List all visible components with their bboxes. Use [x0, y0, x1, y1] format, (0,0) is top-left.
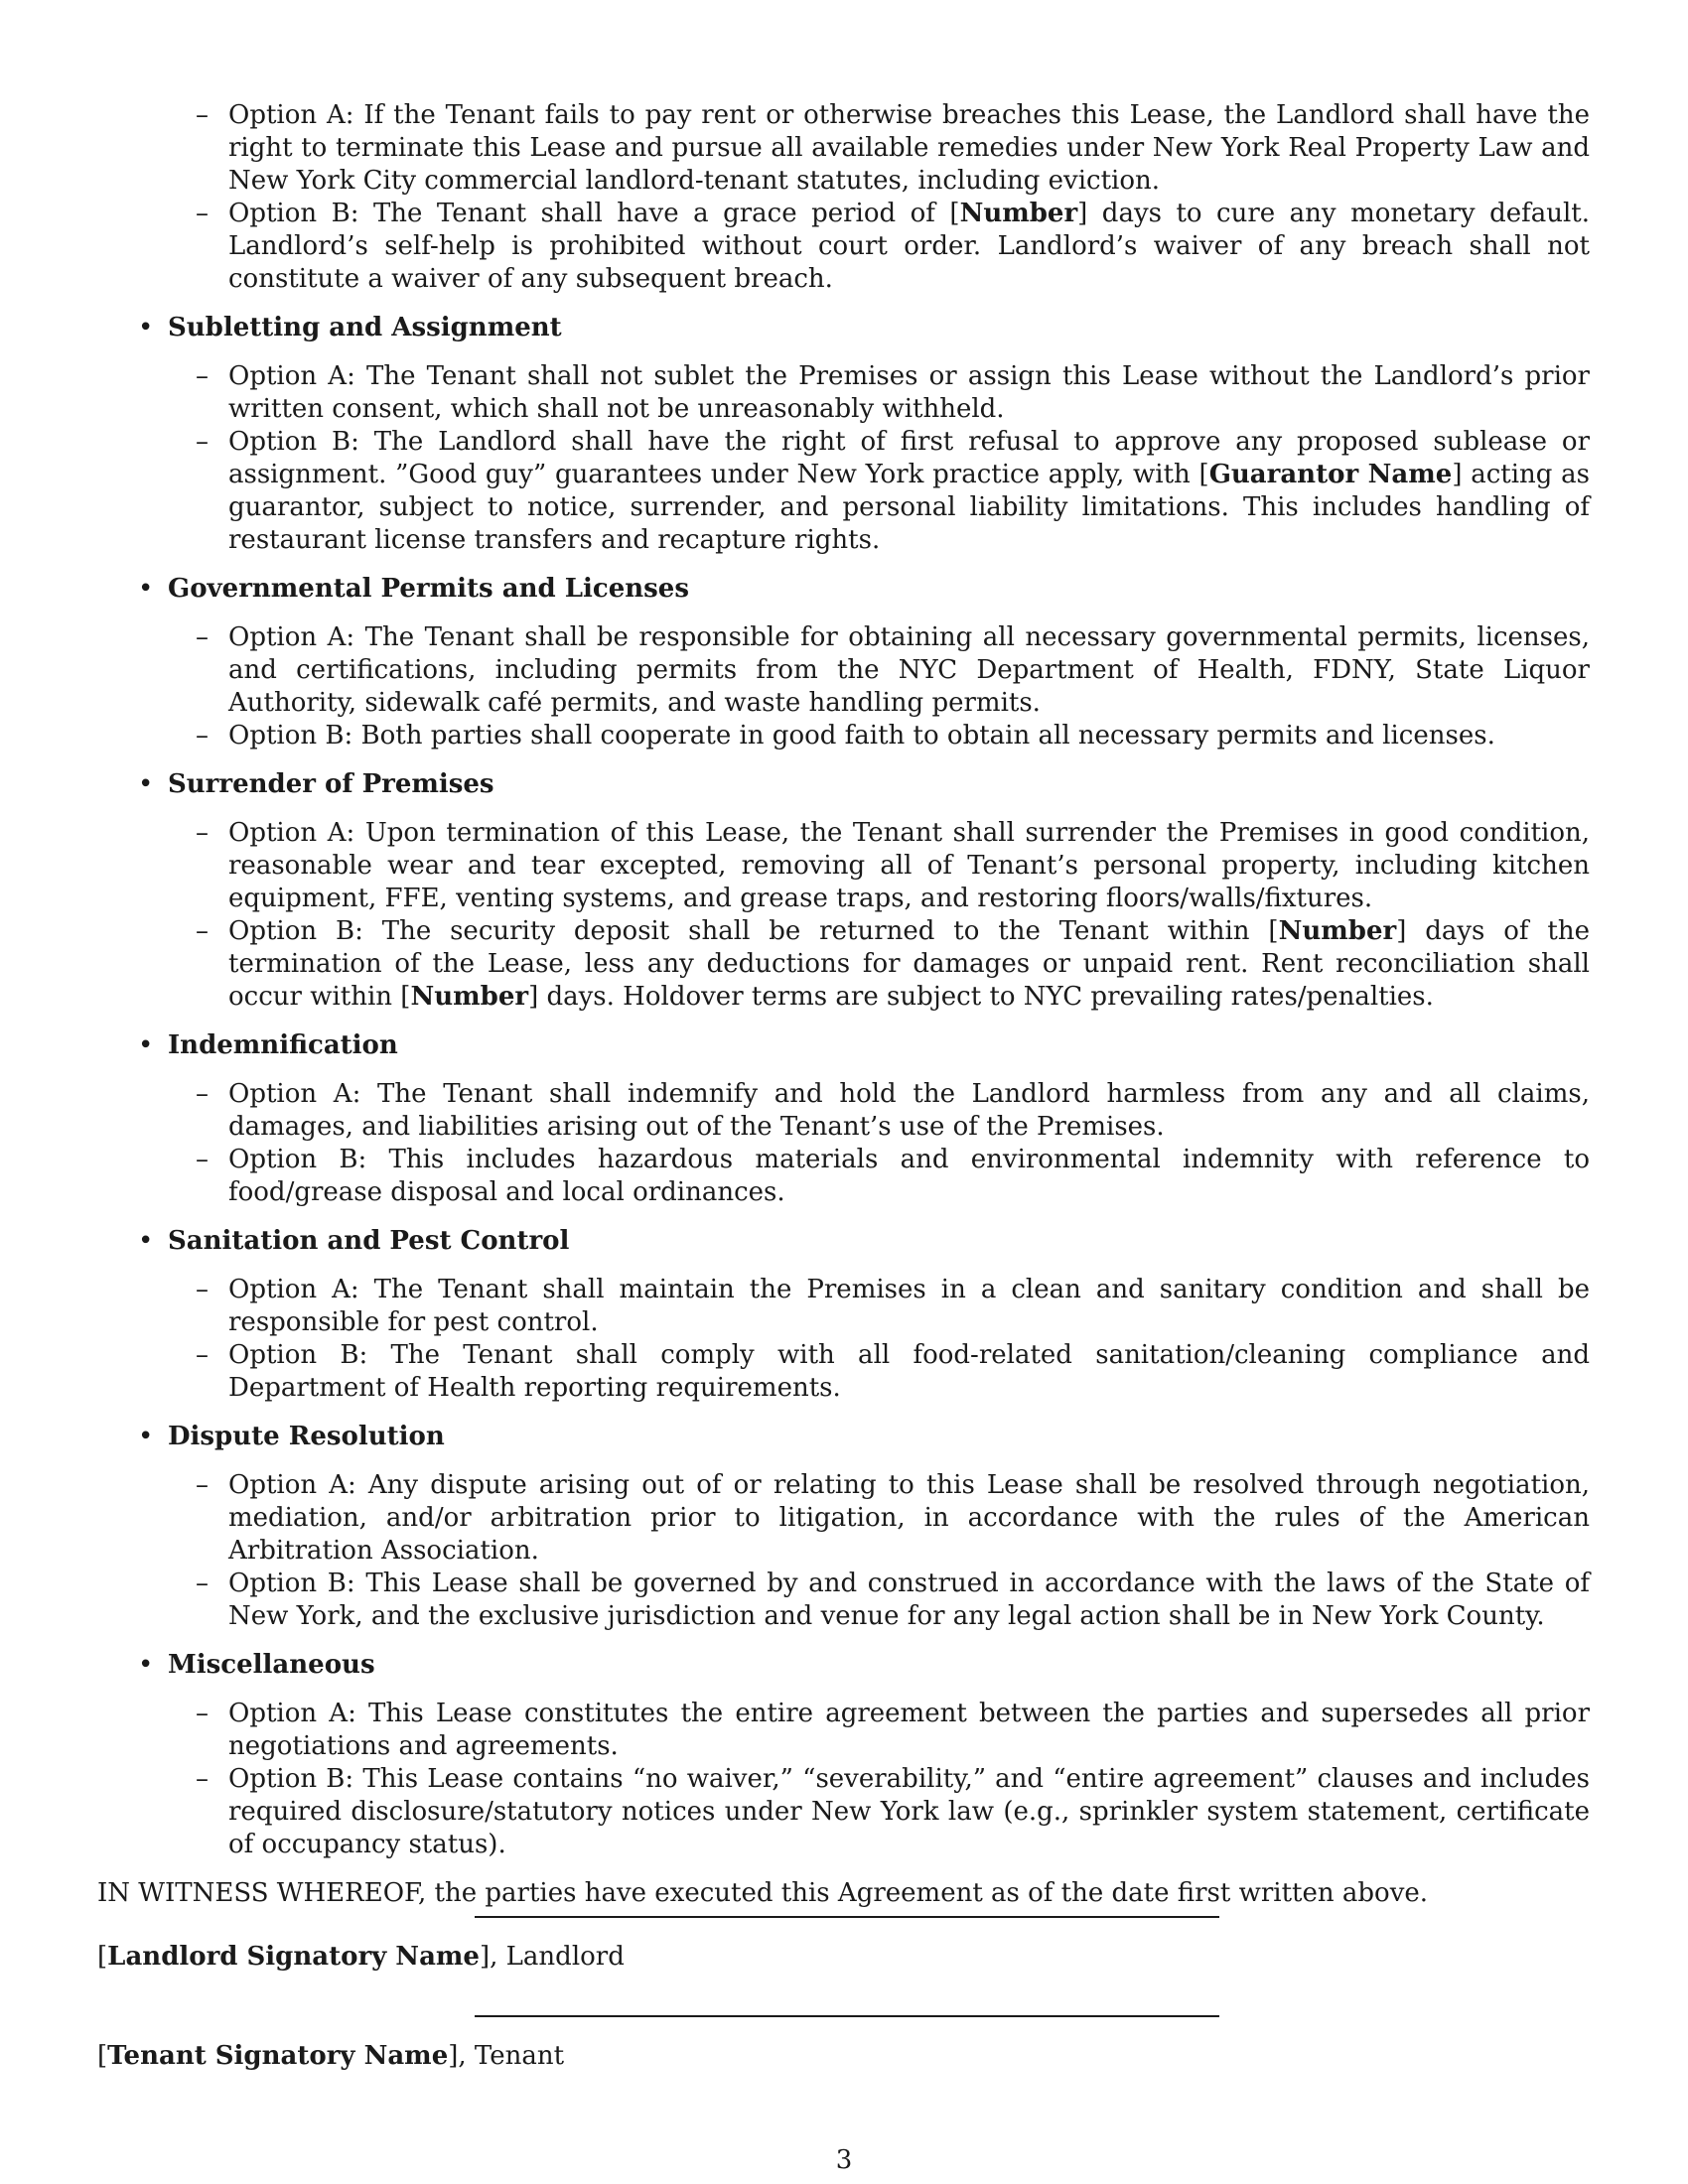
option-text: Option A: This Lease constitutes the entire agreement between the parties and supersedes all prior negotiations and agreements. — [228, 1699, 1590, 1761]
section-title: Subletting and Assignment — [168, 313, 562, 342]
dash-marker: – — [196, 1470, 209, 1500]
dash-marker: – — [196, 1699, 209, 1728]
dash-marker: – — [196, 916, 209, 946]
bullet-marker: • — [138, 769, 154, 799]
lease-section — [97, 1649, 1590, 1861]
dash-marker: – — [196, 1079, 209, 1109]
placeholder-field: Number — [410, 982, 529, 1012]
bullet-marker: • — [138, 1226, 154, 1256]
dash-marker: – — [196, 100, 209, 130]
option-text: Option A: The Tenant shall indemnify and hold the Landlord harmless from any and all claims, damages, and liabilities arising out of the Tenant’s use of the Premises. — [228, 1079, 1590, 1142]
open-bracket: [ — [97, 1942, 108, 1972]
section-heading — [138, 312, 1590, 344]
section-heading — [138, 768, 1590, 801]
section-title: Governmental Permits and Licenses — [168, 574, 689, 604]
close-bracket: ] — [479, 1942, 491, 1972]
dash-marker: – — [196, 622, 209, 652]
lease-section — [97, 1421, 1590, 1633]
dash-marker: – — [196, 361, 209, 391]
option-item — [196, 360, 1590, 426]
open-bracket: [ — [97, 2041, 108, 2071]
option-text: Option B: This includes hazardous materials and environmental indemnity with reference to food/grease disposal and local ordinances. — [228, 1145, 1590, 1207]
dash-marker: – — [196, 1340, 209, 1370]
dash-marker: – — [196, 818, 209, 848]
bullet-marker: • — [138, 574, 154, 604]
tenant-signatory-name: Tenant Signatory Name — [107, 2041, 449, 2071]
bullet-marker: • — [138, 1030, 154, 1060]
lease-section — [97, 1225, 1590, 1405]
option-text: Option A: If the Tenant fails to pay rent or otherwise breaches this Lease, the Landlord shall have the right to terminate this Lease and pursue all available remedies under New York Real Property Law and New York City commercial landlord-tenant statutes, including eviction. — [228, 100, 1590, 196]
option-text: Option B: The Tenant shall comply with all food-related sanitation/cleaning compliance and Department of Health reporting requirements. — [228, 1340, 1590, 1403]
lease-body — [97, 99, 1590, 1910]
option-item — [196, 1339, 1590, 1405]
option-item — [196, 1568, 1590, 1633]
option-text: Option A: The Tenant shall be responsible for obtaining all necessary governmental permits, licenses, and certifications, including permits from the NYC Department of Health, FDNY, State Liquor Authority, sidewalk café permits, and waste handling permits. — [228, 622, 1590, 718]
option-text: Option B: The Tenant shall have a grace period of [ — [228, 199, 960, 228]
option-text: Option A: Upon termination of this Lease, the Tenant shall surrender the Premises in good condition, reasonable wear and tear excepted, removing all of Tenant’s personal property, including kitchen equipment, FFE, venting systems, and grease traps, and restoring floors/walls/fixtures. — [228, 818, 1590, 913]
option-item — [196, 198, 1591, 296]
option-text: Option B: Both parties shall cooperate in good faith to obtain all necessary permits and licenses. — [228, 721, 1495, 751]
section-title: Indemnification — [168, 1030, 398, 1060]
section-title: Miscellaneous — [168, 1650, 375, 1680]
option-item — [196, 720, 1590, 752]
witness-clause: IN WITNESS WHEREOF, the parties have executed this Agreement as of the date first written above. — [97, 1878, 1429, 1908]
landlord-signature-line — [475, 1916, 1219, 1918]
section-heading — [138, 573, 1590, 606]
lease-section — [97, 573, 1590, 752]
option-text: ] days of the termination of the Lease, less any deductions for damages or unpaid rent. Rent reconciliation shall occur within [ — [228, 916, 1590, 1012]
section-heading — [138, 1649, 1590, 1682]
option-item — [196, 1469, 1590, 1568]
dash-marker: – — [196, 199, 209, 228]
option-item — [196, 426, 1590, 557]
lease-section — [97, 1029, 1590, 1209]
section-title: Surrender of Premises — [168, 769, 494, 799]
option-item — [196, 1144, 1590, 1209]
option-text: Option A: The Tenant shall maintain the Premises in a clean and sanitary condition and shall be responsible for pest control. — [228, 1275, 1590, 1337]
tenant-role: , Tenant — [458, 2041, 565, 2071]
option-text: Option A: The Tenant shall not sublet the Premises or assign this Lease without the Landlord’s prior written consent, which shall not be unreasonably withheld. — [228, 361, 1590, 424]
option-text: Option B: This Lease contains “no waiver,” “severability,” and “entire agreement” clauses and includes required disclosure/statutory notices under New York law (e.g., sprinkler system statement, certificate of occupancy status). — [228, 1764, 1590, 1859]
option-text: Option A: Any dispute arising out of or relating to this Lease shall be resolved through negotiation, mediation, and/or arbitration prior to litigation, in accordance with the rules of the American Arbitration Association. — [228, 1470, 1590, 1566]
dash-marker: – — [196, 1275, 209, 1304]
option-item — [196, 1274, 1590, 1339]
option-item — [196, 621, 1590, 720]
landlord-signatory-name: Landlord Signatory Name — [107, 1942, 480, 1972]
dash-marker: – — [196, 427, 209, 457]
option-item — [196, 1763, 1590, 1861]
lease-section — [97, 768, 1590, 1014]
placeholder-field: Guarantor Name — [1208, 460, 1453, 489]
bullet-marker: • — [138, 1422, 154, 1451]
section-title: Sanitation and Pest Control — [168, 1226, 570, 1256]
option-text: ] days to cure any monetary default. Landlord’s self-help is prohibited without court order. Landlord’s waiver of any breach shall not constitute a waiver of any subsequent breach. — [228, 199, 1591, 294]
option-text: ] acting as guarantor, subject to notice, surrender, and personal liability limitations. This includes handling of restaurant license transfers and recapture rights. — [228, 460, 1590, 555]
tenant-signatory — [97, 2040, 564, 2073]
option-text: Option B: The security deposit shall be returned to the Tenant within [ — [228, 916, 1279, 946]
dash-marker: – — [196, 1145, 209, 1174]
dash-marker: – — [196, 1569, 209, 1598]
option-text: ] days. Holdover terms are subject to NYC prevailing rates/penalties. — [528, 982, 1434, 1012]
tenant-signature-line — [475, 2015, 1219, 2017]
section-heading — [138, 1029, 1590, 1062]
section-heading — [138, 1225, 1590, 1258]
bullet-marker: • — [138, 313, 154, 342]
option-item — [196, 1698, 1590, 1763]
option-text: Option B: The Landlord shall have the right of first refusal to approve any proposed sublease or assignment. ”Good guy” guarantees under New York practice apply, with [ — [228, 427, 1590, 489]
option-item — [196, 915, 1590, 1014]
option-item — [196, 1078, 1590, 1144]
placeholder-field: Number — [1278, 916, 1397, 946]
dash-marker: – — [196, 721, 209, 751]
dash-marker: – — [196, 1764, 209, 1794]
option-item — [196, 99, 1590, 198]
option-item — [196, 817, 1590, 915]
landlord-role: , Landlord — [490, 1942, 625, 1972]
section-heading — [138, 1421, 1590, 1453]
lease-section — [97, 312, 1590, 557]
landlord-signatory — [97, 1941, 625, 1974]
placeholder-field: Number — [959, 199, 1078, 228]
close-bracket: ] — [448, 2041, 459, 2071]
section-title: Dispute Resolution — [168, 1422, 445, 1451]
option-text: Option B: This Lease shall be governed by and construed in accordance with the laws of the State of New York, and the exclusive jurisdiction and venue for any legal action shall be in New York County. — [228, 1569, 1590, 1631]
bullet-marker: • — [138, 1650, 154, 1680]
page-number: 3 — [835, 2145, 853, 2175]
